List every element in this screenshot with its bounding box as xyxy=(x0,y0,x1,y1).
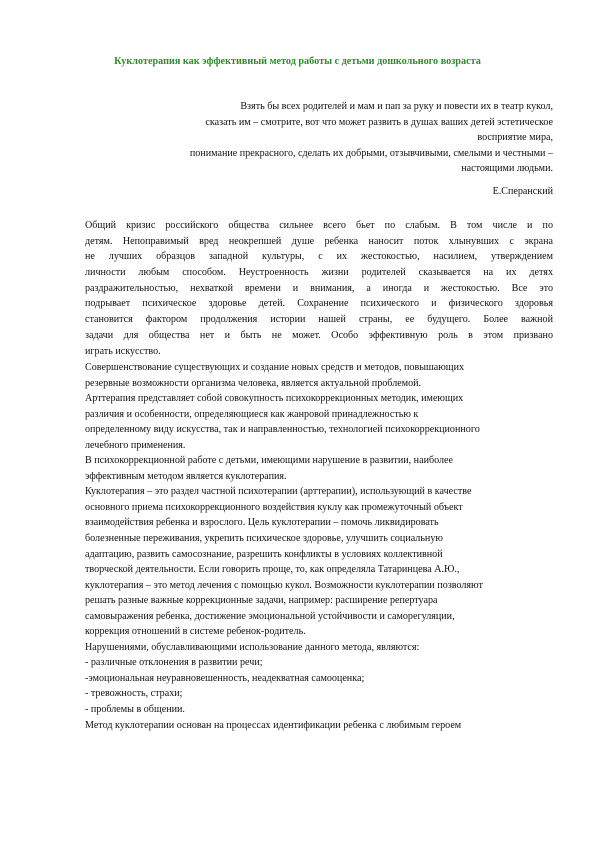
text-line: основного приема психокоррекционного воздействия куклу как промежуточный объект xyxy=(85,501,463,513)
paragraph-line: подрывает психическое здоровье детей. Сохранение психического и физического здоровья xyxy=(85,298,553,310)
text-line: Куклотерапия – это раздел частной психотерапии (арттерапии), использующий в качестве xyxy=(85,486,472,498)
text-line: Нарушениями, обуславливающими использование данного метода, являются: xyxy=(85,641,420,653)
list-item: - проблемы в общении. xyxy=(85,704,185,716)
epigraph-line: Взять бы всех родителей и мам и пап за руку и повести их в театр кукол, xyxy=(240,101,553,112)
text-line: решать разные важные коррекционные задачи, например: расширение репертуара xyxy=(85,595,438,607)
list-item: - тревожность, страхи; xyxy=(85,688,183,700)
paragraph-line: Общий кризис российского общества сильнее всего бьет по слабым. В том числе и по xyxy=(85,220,553,231)
epigraph xyxy=(93,99,553,177)
paragraph-line: задачи для общества нет и быть не может. Особо эффективную роль в этом призвано xyxy=(85,329,553,341)
text-line: определенному виду искусства, так и направленностью, технологией психокоррекционного xyxy=(85,424,480,436)
text-line: лечебного применения. xyxy=(85,439,186,451)
paragraph-line: детям. Непоправимый вред неокрепшей душе ребенка наносит поток хлынувших с экрана xyxy=(85,235,553,247)
epigraph-line: восприятие мира, xyxy=(477,132,553,144)
text-line: взаимодействия ребенка и взрослого. Цель куклотерапии – помочь ликвидировать xyxy=(85,517,439,529)
paragraph-line: раздражительностью, нехваткой времени и внимания, а иногда и жестокостью. Все это xyxy=(85,282,553,294)
text-line: В психокоррекционной работе с детьми, имеющими нарушение в развитии, наиболее xyxy=(85,455,454,467)
intro-paragraph xyxy=(85,218,553,359)
epigraph-line: понимание прекрасного, сделать их добрыми, отзывчивыми, смелыми и честными – xyxy=(189,147,553,159)
text-line: самовыражения ребенка, достижение эмоциональной устойчивости и саморегуляции, xyxy=(85,610,455,622)
text-line: адаптацию, развить самосознание, разрешить конфликты в условиях коллективной xyxy=(85,548,443,560)
list-item: - различные отклонения в развитии речи; xyxy=(85,657,263,669)
text-line: куклотерапия – это метод лечения с помощью кукол. Возможности куклотерапии позволяют xyxy=(85,579,483,591)
text-line: Метод куклотерапии основан на процессах идентификации ребенка с любимым героем xyxy=(85,719,462,731)
text-line: Арттерапия представляет собой совокупность психокоррекционных методик, имеющих xyxy=(85,393,464,405)
document-title: Куклотерапия как эффективный метод работы с детьми дошкольного возраста xyxy=(114,56,481,67)
text-line: Совершенствование существующих и создание новых средств и методов, повышающих xyxy=(85,362,465,373)
text-line: резервные возможности организма человека, является актуальной проблемой. xyxy=(85,377,422,389)
text-line: болезненные переживания, укрепить психическое здоровье, улучшить социальную xyxy=(85,533,443,545)
epigraph-author: Е.Сперанский xyxy=(492,186,553,197)
list-item: -эмоциональная неуравновешенность, неадекватная самооценка; xyxy=(85,672,365,684)
epigraph-line: настоящими людьми. xyxy=(461,163,553,175)
text-line: эффективным методом является куклотерапия. xyxy=(85,470,287,482)
text-line: различия и особенности, определяющиеся как жанровой принадлежностью к xyxy=(85,408,419,420)
epigraph-line: сказать им – смотрите, вот что может развить в душах ваших детей эстетическое xyxy=(205,116,553,128)
paragraph-line: играть искусство. xyxy=(85,345,161,357)
paragraph-line: не лучших образцов западной культуры, с их жестокостью, насилием, утверждением xyxy=(85,251,553,263)
paragraph-line: личности любым способом. Неустроенность жизни родителей сказывается на их детях xyxy=(85,267,553,279)
text-line: коррекция отношений в системе ребенок-родитель. xyxy=(85,626,306,638)
paragraph-line: становится фактором продолжения истории нашей страны, ее будущего. Более важной xyxy=(85,314,553,326)
text-line: творческой деятельности. Если говорить проще, то, как определяла Татаринцева А.Ю., xyxy=(85,564,460,576)
main-text xyxy=(85,360,565,733)
